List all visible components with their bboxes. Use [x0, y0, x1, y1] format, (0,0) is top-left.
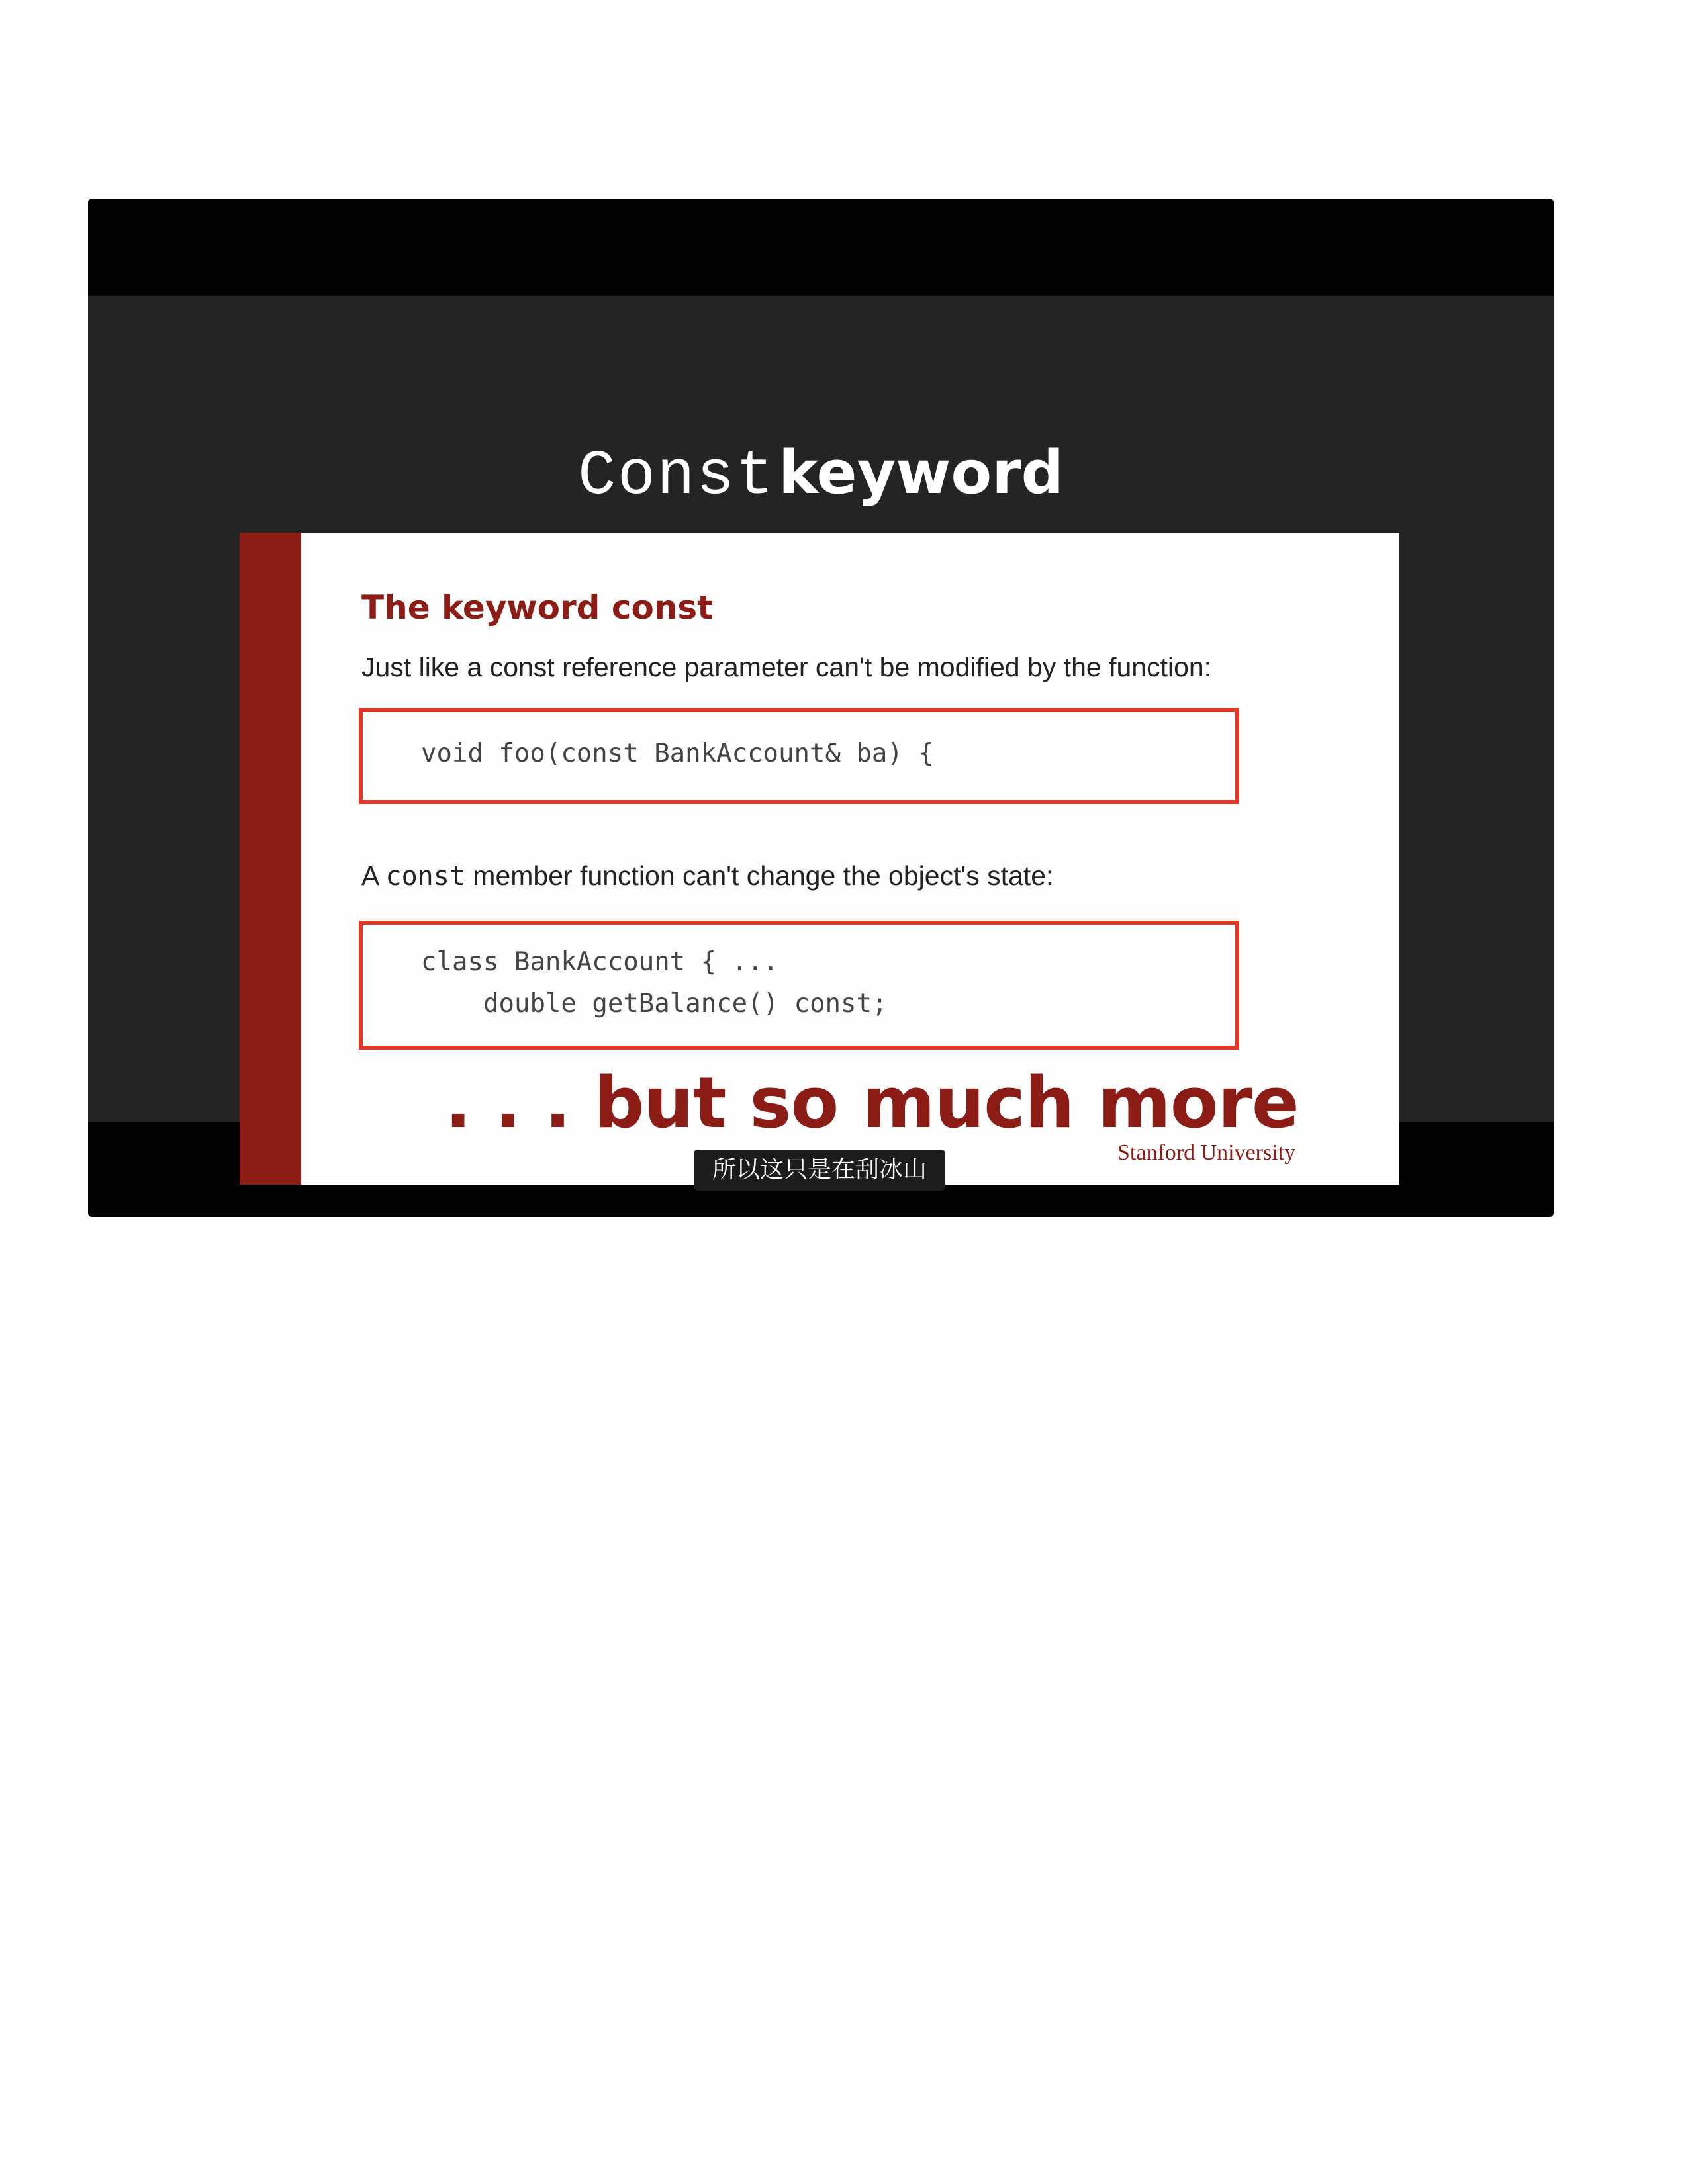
slide-heading-sans: keyword	[778, 438, 1064, 508]
video-player[interactable]	[88, 199, 1554, 1217]
code-line: void foo(const BankAccount& ba) {	[421, 739, 934, 768]
stanford-logo: Stanford University	[1117, 1140, 1296, 1165]
video-content	[88, 296, 1554, 1165]
code-line: class BankAccount { ...	[421, 947, 779, 977]
slide-text-line-1: Just like a const reference parameter can't be modified by the function:	[361, 652, 1212, 682]
inline-code-const: const	[385, 861, 465, 891]
slide-text-prefix: A	[361, 860, 386, 891]
code-box-member-function	[359, 921, 1239, 1050]
slide-accent-stripe	[240, 533, 301, 1185]
slide-text-suffix: member function can't change the object's state:	[465, 860, 1054, 891]
slide-title: The keyword const	[361, 588, 714, 627]
subtitle-caption: 所以这只是在刮冰山	[694, 1150, 945, 1191]
code-box-reference-param	[359, 708, 1239, 804]
code-line: double getBalance() const;	[483, 989, 888, 1019]
slide-text-line-2	[361, 860, 1053, 891]
slide-heading	[88, 438, 1554, 511]
embedded-slide	[240, 533, 1399, 1185]
more-banner: . . . but so much more	[445, 1062, 1299, 1144]
slide-heading-mono: Const	[577, 440, 775, 512]
